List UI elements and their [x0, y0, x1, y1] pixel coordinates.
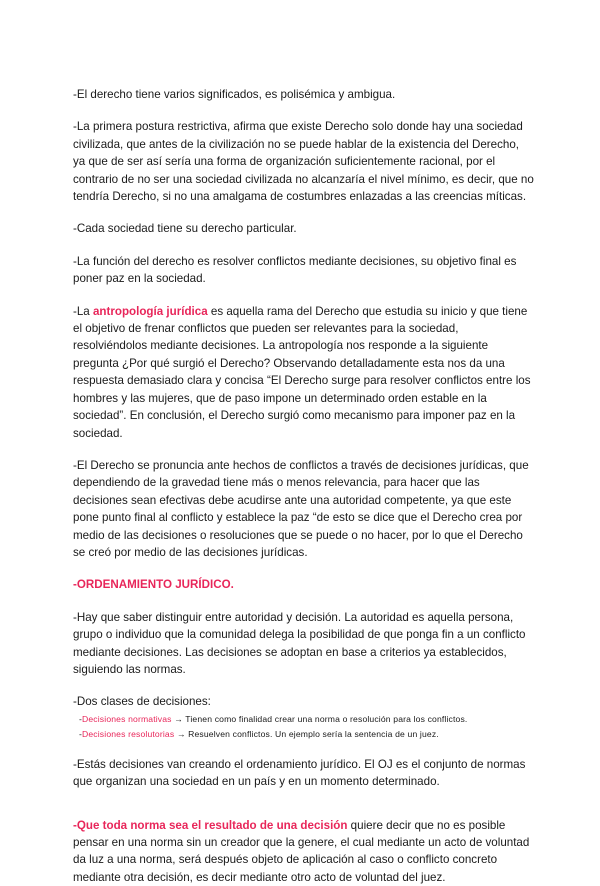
paragraph-body: quiere decir que no es posible pensar en una norma sin un creador que la genere, el cual mediante un acto de voluntad da luz a una norma, será después objeto de aplicación al caso o conflicto concreto mediante otra decisión, es decir mediante otro acto de voluntad del juez. [73, 818, 530, 884]
list-dash: - [79, 713, 83, 724]
list-item-normative [79, 712, 534, 726]
section-heading-legal-order: -ORDENAMIENTO JURÍDICO. [73, 578, 234, 592]
term-normative-decisions: Decisiones normativas [82, 713, 172, 724]
paragraph-own-law: -Cada sociedad tiene su derecho particular. [73, 222, 297, 236]
list-item-description: Resuelven conflictos. Un ejemplo sería la sentencia de un juez. [188, 728, 439, 739]
paragraph-legal-order-definition: -Estás decisiones van creando el ordenamiento jurídico. El OJ es el conjunto de normas que organizan una sociedad en un país y en un momento determinado. [73, 757, 526, 789]
list-item-description: Tienen como finalidad crear una norma o resolución para los conflictos. [185, 713, 468, 724]
highlight-norm-decision: -Que toda norma sea el resultado de una decisión [73, 818, 348, 832]
arrow-icon: → [174, 728, 189, 739]
paragraph-legal-anthropology [73, 303, 534, 442]
decision-types-list [73, 693, 534, 740]
arrow-icon: → [171, 713, 186, 724]
paragraph-authority-decision: -Hay que saber distinguir entre autoridad y decisión. La autoridad es aquella persona, grupo o individuo que la comunidad delega la posibilidad de que ponga fin a un conflicto mediante decisiones. Las decisiones se adoptan en base a criterios ya establecidos, siguiendo las normas. [73, 610, 526, 676]
list-dash: - [79, 728, 83, 739]
list-title: -Dos clases de decisiones: [73, 695, 211, 709]
paragraph-law-function: -La función del derecho es resolver conflictos mediante decisiones, su objetivo final es poner paz en la sociedad. [73, 254, 517, 286]
paragraph-restrictive-posture: -La primera postura restrictiva, afirma que existe Derecho solo donde hay una sociedad civilizada, que antes de la civilización no se puede hablar de la existencia del Derecho, ya que de ser así sería una forma de organización suficientemente racional, por el contrario de no ser una sociedad civilizada no alcanzaría el nivel mínimo, es decir, que no tendría Derecho, si no una amalgama de costumbres enlazadas a las creencias míticas. [73, 120, 534, 204]
paragraph-norm-decision [73, 817, 534, 886]
paragraph-polysemy: -El derecho tiene varios significados, es polisémica y ambigua. [73, 88, 396, 101]
list-item-resolutive [79, 727, 534, 741]
paragraph-legal-decisions: -El Derecho se pronuncia ante hechos de conflictos a través de decisiones jurídicas, que dependiendo de la gravedad tiene más o menos relevancia, para hacer que las decisiones sean efectivas debe acudirse ante una autoridad competente, ya que este pone punto final al conflicto y establece la paz “de esto se dice que el Derecho crea por medio de las decisiones o resoluciones que se puede o no hacer, por lo que el Derecho se creó por medio de las decisiones jurídicas. [73, 458, 529, 559]
highlight-legal-anthropology: antropología jurídica [92, 304, 208, 318]
paragraph-prefix: -La [73, 304, 93, 318]
term-resolutive-decisions: Decisiones resolutorias [82, 728, 175, 739]
paragraph-body: es aquella rama del Derecho que estudia su inicio y que tiene el objetivo de frenar conflictos que pueden ser relevantes para la sociedad, resolviéndolos mediante decisiones. La antropología nos responde a la siguiente pregunta ¿Por qué surgió el Derecho? Observando detalladamente esta nos da una respuesta demasiado clara y concisa “El Derecho surge para resolver conflictos entre los hombres y las mujeres, que de paso impone un determinado orden estable en la sociedad”. En conclusión, el Derecho surgió como mecanismo para imponer paz en la sociedad. [73, 304, 531, 440]
